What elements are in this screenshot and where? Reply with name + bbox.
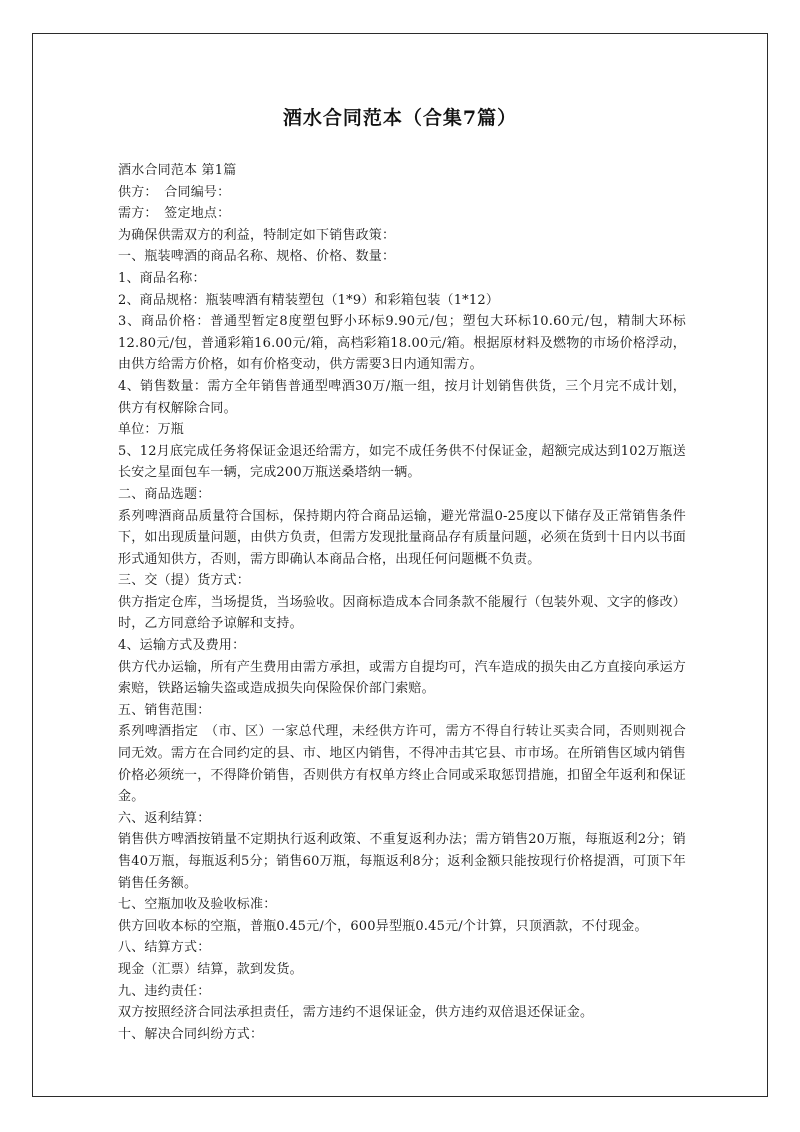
bottle-recycle-paragraph: 供方回收本标的空瓶，普瓶0.45元/个，600异型瓶0.45元/个计算，只顶酒款，不付现金。 [118,918,648,934]
rebate-paragraph: 销售供方啤酒按销量不定期执行返利政策、不重复返利办法；需方销售20万瓶，每瓶返利2分；销售40万瓶，每瓶返利5分；销售60万瓶，每瓶返利8分；返利金额只能按现行价格提酒，可顶下年销售任务额。 [118,832,686,891]
quality-paragraph: 系列啤酒商品质量符合国标，保持期内符合商品运输，避光常温0-25度以下储存及正常销售条件下，如出现质量问题，由供方负责，但需方发现批量商品存有质量问题，必须在货到十日内以书面形式通知供方，否则，需方即确认本商品合格，出现任何问题概不负责。 [118,508,686,567]
clause-item-product-price: 3、商品价格：普通型暂定8度塑包野小环标9.90元/包；塑包大环标10.60元/包，精制大环标12.80元/包，普通彩箱16.00元/箱，高档彩箱18.00元/箱。根据原材料及燃物的市场价格浮动，由供方给需方价格，如有价格变动，供方需要3日内通知需方。 [118,314,686,373]
section-heading-part-1: 酒水合同范本 第1篇 [118,163,237,178]
buyer-line: 需方： 签定地点： [118,206,231,222]
settlement-paragraph: 现金（汇票）结算，款到发货。 [118,961,303,977]
clause-heading-5: 五、销售范围： [118,702,211,718]
clause-heading-2: 二、商品选题： [118,486,211,502]
clause-heading-8: 八、结算方式： [118,940,211,956]
document-title: 酒水合同范本（合集7篇） [282,107,518,129]
clause-heading-10: 十、解决合同纠纷方式： [118,1026,264,1042]
unit-line: 单位：万瓶 [118,422,185,438]
supplier-line: 供方： 合同编号： [118,184,231,200]
clause-heading-9: 九、违约责任： [118,983,211,999]
transport-paragraph: 供方代办运输，所有产生费用由需方承担，或需方自提均可，汽车造成的损失由乙方直接向承运方索赔，铁路运输失盗或造成损失向保险保价部门索赔。 [118,659,686,697]
clause-heading-4: 4、运输方式及费用： [118,638,246,654]
clause-item-product-spec: 2、商品规格：瓶装啤酒有精装塑包（1*9）和彩箱包装（1*12） [118,292,500,308]
intro-paragraph: 为确保供需双方的利益，特制定如下销售政策： [118,227,396,243]
document-body [118,160,686,1045]
clause-heading-6: 六、返利结算： [118,810,211,826]
clause-item-product-name: 1、商品名称： [118,270,206,286]
clause-item-sales-quantity: 4、销售数量：需方全年销售普通型啤酒30万/瓶一组，按月计划销售供货，三个月完不成计划，供方有权解除合同。 [118,378,686,416]
delivery-paragraph: 供方指定仓库，当场提货，当场验收。因商标造成本合同条款不能履行（包装外观、文字的修改）时，乙方同意给予谅解和支持。 [118,594,686,632]
clause-item-deposit-reward: 5、12月底完成任务将保证金退还给需方，如完不成任务供不付保证金，超额完成达到102万瓶送长安之星面包车一辆，完成200万瓶送桑塔纳一辆。 [118,443,686,481]
liability-paragraph: 双方按照经济合同法承担责任，需方违约不退保证金，供方违约双倍退还保证金。 [118,1005,594,1021]
sales-scope-paragraph: 系列啤酒指定 （市、区）一家总代理，未经供方许可，需方不得自行转让买卖合同，否则则视合同无效。需方在合同约定的县、市、地区内销售，不得冲击其它县、市市场。在所销售区域内销售价格必须统一，不得降价销售，否则供方有权单方终止合同或采取惩罚措施，扣留全年返利和保证金。 [118,724,686,805]
clause-heading-7: 七、空瓶加收及验收标准： [118,897,277,913]
clause-heading-3: 三、交（提）货方式： [118,573,251,589]
clause-heading-1: 一、瓶装啤酒的商品名称、规格、价格、数量： [118,249,396,265]
